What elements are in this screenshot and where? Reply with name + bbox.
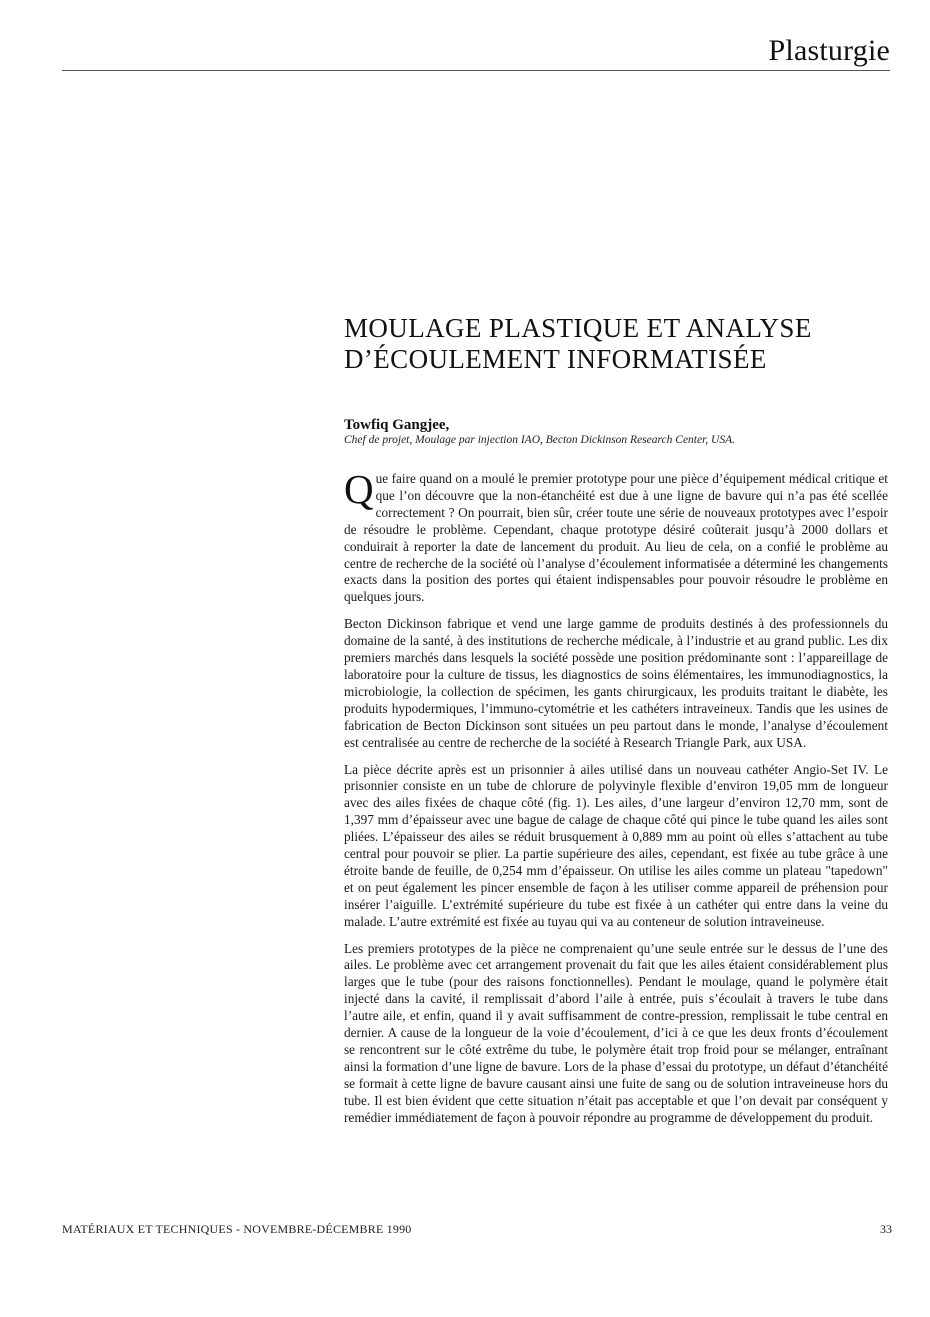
- article-title: [344, 313, 904, 375]
- body-paragraph-3: La pièce décrite après est un prisonnier à ailes utilisé dans un nouveau cathéter Angio-Set IV. Le prisonnier consiste en un tube de chlorure de polyvinyle flexible d’environ 19,05 mm de longueur avec des ailes fixées de chaque côté (fig. 1). Les ailes, d’une largeur d’environ 12,70 mm, sont de 1,397 mm d’épaisseur avec une bague de calage de chaque côté qui pince le tube quand les ailes sont pliées. L’épaisseur des ailes se réduit brusquement à 0,889 mm au point où elles s’attachent au tube central pour pouvoir se plier. La partie supérieure des ailes, cependant, est fixée au tube grâce à une étroite bande de feuille, de 0,254 mm d’épaisseur. On utilise les ailes comme un plateau "tapedown" et on peut également les pincer ensemble de façon à les utiliser comme appareil de préhension pour insérer l’aiguille. L’extrémité supérieure du tube est fixée à un cathéter qui entre dans la veine du malade. L’autre extrémité est fixée au tuyau qui va au conteneur de solution intraveineuse.: [344, 761, 888, 929]
- article-title-line-2: D’ÉCOULEMENT INFORMATISÉE: [344, 344, 767, 374]
- body-paragraph-1: [344, 466, 888, 606]
- drop-cap: Q: [344, 466, 374, 512]
- author-name: Towfiq Gangjee,: [344, 417, 450, 433]
- section-header: Plasturgie: [768, 34, 890, 67]
- author-affiliation: Chef de projet, Moulage par injection IAO, Becton Dickinson Research Center, USA.: [344, 434, 736, 446]
- article-title-line-1: MOULAGE PLASTIQUE ET ANALYSE: [344, 313, 812, 343]
- body-paragraph-2: Becton Dickinson fabrique et vend une large gamme de produits destinés à des professionnels du domaine de la santé, à des institutions de recherche médicale, à l’industrie et au grand public. Les dix premiers marchés dans lesquels la société possède une position prédominante sont : l’appareillage de laboratoire pour la culture de tissus, les diagnostics de soins élémentaires, les immunodiagnostics, la microbiologie, la collection de spécimen, les gants chirurgicaux, les produits traitant le diabète, les produits hypodermiques, l’immuno-cytométrie et les cathéters intraveineux. Tandis que les usines de fabrication de Becton Dickinson sont situées un peu partout dans le monde, l’analyse d’écoulement est centralisée au centre de recherche de la société à Research Triangle Park, aux USA.: [344, 616, 888, 750]
- paragraph-text: ue faire quand on a moulé le premier prototype pour une pièce d’équipement médical critique et que l’on découvre que la non-étanchéité est due à une ligne de bavure qui n’a pas été scellée correctement ? On pourrait, bien sûr, créer toute une série de nouveaux prototypes avec l’espoir de résoudre le problème. Cependant, chaque prototype désiré coûterait jusqu’à 2000 dollars et conduirait à reporter la date de lancement du produit. Au lieu de cela, on a confié le problème au centre de recherche de la société où l’analyse d’écoulement informatisée a déterminé les changements exacts dans la position des portes qui étaient indispensables pour pouvoir résoudre le problème en quelques jours.: [344, 471, 888, 605]
- article-body: [344, 466, 888, 1137]
- page-number: 33: [880, 1222, 892, 1236]
- footer-journal: MATÉRIAUX ET TECHNIQUES - NOVEMBRE-DÉCEMBRE 1990: [62, 1222, 412, 1236]
- body-paragraph-4: Les premiers prototypes de la pièce ne comprenaient qu’une seule entrée sur le dessus de l’une des ailes. Le problème avec cet arrangement provenait du fait que les ailes étaient considérablement plus larges que le tube (pour des raisons fonctionnelles). Pendant le moulage, quand le polymère était injecté dans la cavité, il remplissait d’abord l’aile à entrée, puis s’écoulait à travers le tube dans l’autre aile, et enfin, quand il y avait suffisamment de contre-pression, remplissait le tube central en dernier. A cause de la longueur de la voie d’écoulement, d’ici à ce que les deux fronts d’écoulement se rencontrent sur le côté extrême du tube, le polymère était trop froid pour se mélanger, entraînant ainsi la formation d’une ligne de bavure. Lors de la phase d’essai du prototype, un défaut d’étanchéité se formait à cette ligne de bavure causant ainsi une fuite de sang ou de solution intraveineuse hors du tube. Il est bien évident que cette situation n’était pas acceptable et que l’on devait par conséquent y remédier immédiatement de façon à pouvoir répondre au programme de développement du produit.: [344, 940, 888, 1125]
- header-divider: [62, 70, 890, 71]
